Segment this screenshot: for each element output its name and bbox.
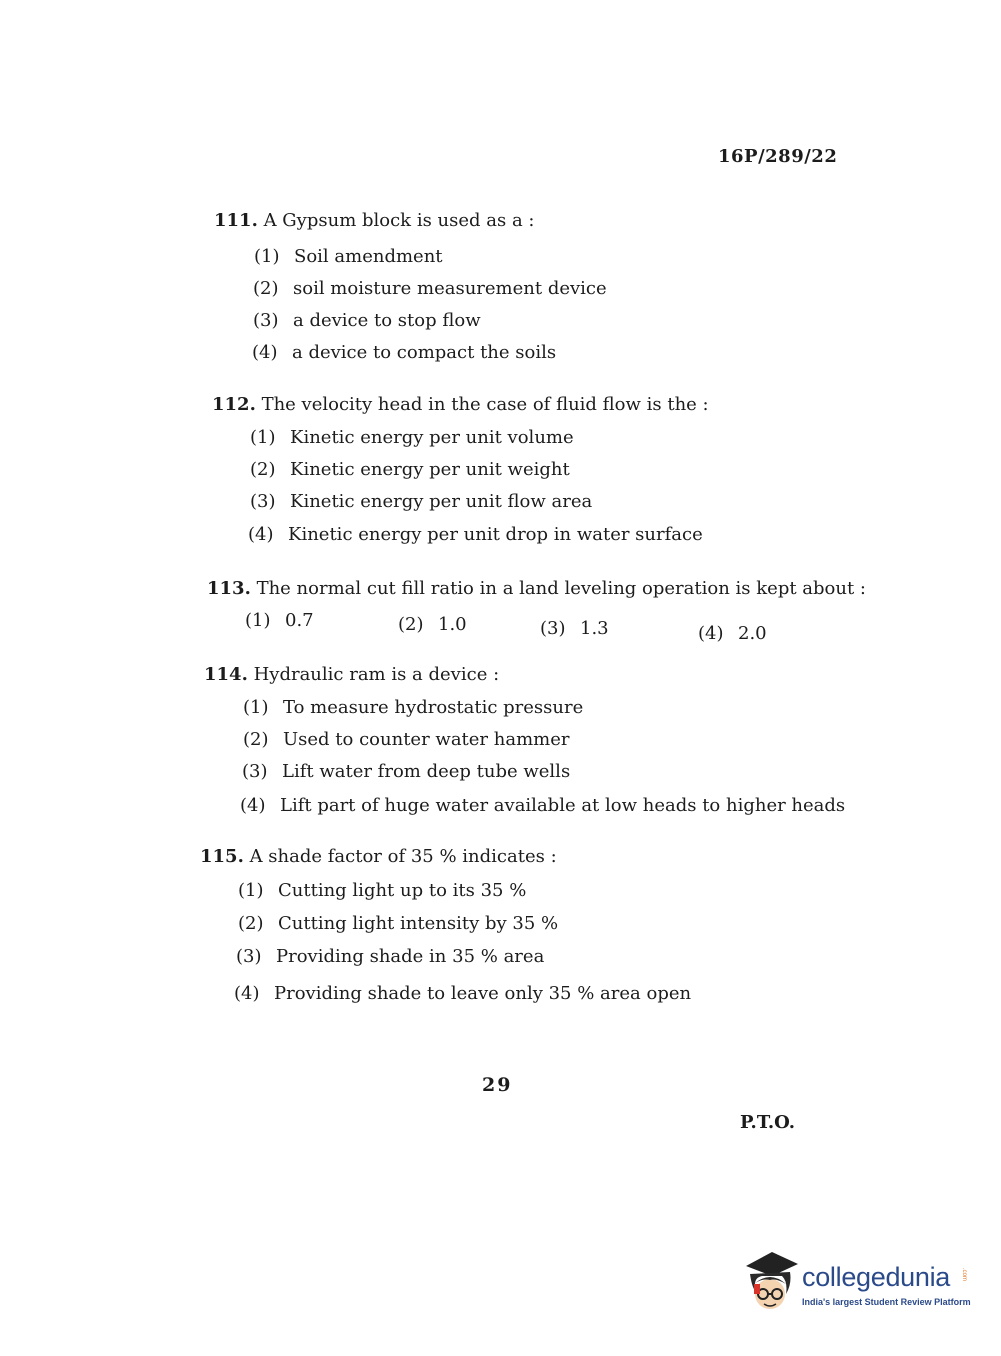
option: (1) Soil amendment bbox=[254, 246, 443, 267]
collegedunia-logo[interactable] bbox=[742, 1248, 972, 1318]
question-111 bbox=[214, 210, 534, 231]
option: (4) a device to compact the soils bbox=[252, 342, 557, 363]
pto-label: P.T.O. bbox=[740, 1112, 796, 1133]
option: (2) 1.0 bbox=[398, 614, 467, 635]
question-113 bbox=[207, 578, 866, 599]
page-number: 29 bbox=[482, 1074, 513, 1096]
option: (4) Kinetic energy per unit drop in water surface bbox=[248, 524, 703, 545]
question-number: 111. bbox=[214, 210, 258, 231]
question-text: The velocity head in the case of fluid flow is the : bbox=[261, 394, 709, 415]
option: (1) To measure hydrostatic pressure bbox=[243, 697, 584, 718]
option: (3) 1.3 bbox=[540, 618, 609, 639]
question-114 bbox=[204, 664, 499, 685]
question-text: The normal cut fill ratio in a land leveling operation is kept about : bbox=[256, 578, 866, 599]
logo-wordmark: collegedunia bbox=[802, 1262, 951, 1292]
option: (1) 0.7 bbox=[245, 610, 314, 631]
option: (2) Kinetic energy per unit weight bbox=[250, 459, 570, 480]
option: (4) Providing shade to leave only 35 % area open bbox=[234, 983, 692, 1004]
paper-code: 16P/289/22 bbox=[718, 146, 838, 167]
question-number: 114. bbox=[204, 664, 248, 685]
option: (4) 2.0 bbox=[698, 623, 767, 644]
option: (2) soil moisture measurement device bbox=[253, 278, 607, 299]
question-112 bbox=[212, 394, 709, 415]
question-115 bbox=[200, 846, 557, 867]
option: (3) a device to stop flow bbox=[253, 310, 481, 331]
option: (3) Providing shade in 35 % area bbox=[236, 946, 545, 967]
option: (3) Lift water from deep tube wells bbox=[242, 761, 571, 782]
question-number: 113. bbox=[207, 578, 251, 599]
question-text: A Gypsum block is used as a : bbox=[263, 210, 535, 231]
mascot-icon bbox=[742, 1248, 800, 1318]
option: (1) Kinetic energy per unit volume bbox=[250, 427, 574, 448]
option: (2) Cutting light intensity by 35 % bbox=[238, 913, 559, 934]
option: (1) Cutting light up to its 35 % bbox=[238, 880, 527, 901]
question-text: Hydraulic ram is a device : bbox=[253, 664, 500, 685]
option: (4) Lift part of huge water available at low heads to higher heads bbox=[240, 795, 846, 816]
logo-domain: .com bbox=[961, 1268, 967, 1282]
option: (3) Kinetic energy per unit flow area bbox=[250, 491, 593, 512]
question-number: 115. bbox=[200, 846, 244, 867]
option: (2) Used to counter water hammer bbox=[243, 729, 570, 750]
logo-tagline: India's largest Student Review Platform bbox=[802, 1297, 971, 1307]
question-text: A shade factor of 35 % indicates : bbox=[249, 846, 557, 867]
question-number: 112. bbox=[212, 394, 256, 415]
